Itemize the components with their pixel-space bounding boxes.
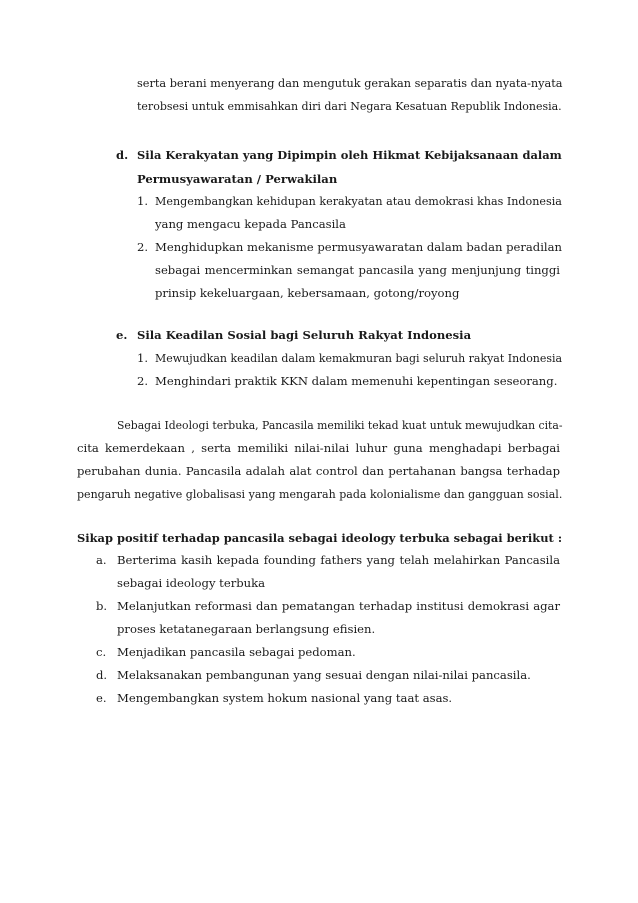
paragraph-line: perubahan dunia. Pancasila adalah alat control dan pertahanan bangsa terhadap xyxy=(77,464,560,478)
paragraph-line: Sebagai Ideologi terbuka, Pancasila memiliki tekad kuat untuk mewujudkan cita- xyxy=(117,418,563,432)
section-d-title: Sila Kerakyatan yang Dipimpin oleh Hikmat Kebijaksanaan dalam xyxy=(137,148,562,162)
section-d-item-number: 1. xyxy=(137,194,149,208)
sikap-item-text: Berterima kasih kepada founding fathers yang telah melahirkan Pancasila xyxy=(117,553,560,567)
section-d-item-number: 2. xyxy=(137,240,149,254)
section-d-item-text: yang mengacu kepada Pancasila xyxy=(155,217,346,231)
sikap-heading: Sikap positif terhadap pancasila sebagai ideology terbuka sebagai berikut : xyxy=(77,531,563,545)
section-e-marker: e. xyxy=(116,328,128,342)
intro-line: terobsesi untuk emmisahkan diri dari Negara Kesatuan Republik Indonesia. xyxy=(137,99,562,113)
section-e-item-number: 2. xyxy=(137,374,149,388)
sikap-item-text: Menjadikan pancasila sebagai pedoman. xyxy=(117,645,356,659)
sikap-item-marker: b. xyxy=(96,599,108,613)
section-d-title: Permusyawaratan / Perwakilan xyxy=(137,172,338,186)
section-e-item-text: Mewujudkan keadilan dalam kemakmuran bagi seluruh rakyat Indonesia xyxy=(155,351,563,365)
section-e-title: Sila Keadilan Sosial bagi Seluruh Rakyat Indonesia xyxy=(137,328,472,342)
section-d-item-text: sebagai mencerminkan semangat pancasila yang menjunjung tinggi xyxy=(155,263,560,277)
section-d-marker: d. xyxy=(116,148,129,162)
paragraph-line: pengaruh negative globalisasi yang mengarah pada kolonialisme dan gangguan sosial. xyxy=(77,487,563,501)
sikap-item-marker: e. xyxy=(96,691,107,705)
section-d-item-text: Mengembangkan kehidupan kerakyatan atau demokrasi khas Indonesia xyxy=(155,194,562,208)
sikap-item-marker: a. xyxy=(96,553,107,567)
sikap-item-marker: c. xyxy=(96,645,107,659)
section-e-item-text: Menghindari praktik KKN dalam memenuhi kepentingan seseorang. xyxy=(155,374,558,388)
sikap-item-text: Melaksanakan pembangunan yang sesuai dengan nilai-nilai pancasila. xyxy=(117,668,531,682)
sikap-item-text: proses ketatanegaraan berlangsung efisien. xyxy=(117,622,376,636)
section-e-item-number: 1. xyxy=(137,351,149,365)
sikap-item-marker: d. xyxy=(96,668,108,682)
sikap-item-text: sebagai ideology terbuka xyxy=(117,576,266,590)
section-d-item-text: Menghidupkan mekanisme permusyawaratan dalam badan peradilan xyxy=(155,240,562,254)
sikap-item-text: Melanjutkan reformasi dan pematangan terhadap institusi demokrasi agar xyxy=(117,599,560,613)
sikap-item-text: Mengembangkan system hokum nasional yang taat asas. xyxy=(117,691,453,705)
section-d-item-text: prinsip kekeluargaan, kebersamaan, gotong/royong xyxy=(155,286,460,300)
paragraph-line: cita kemerdekaan , serta memiliki nilai-nilai luhur guna menghadapi berbagai xyxy=(77,441,560,455)
intro-line: serta berani menyerang dan mengutuk gerakan separatis dan nyata-nyata xyxy=(137,76,563,90)
